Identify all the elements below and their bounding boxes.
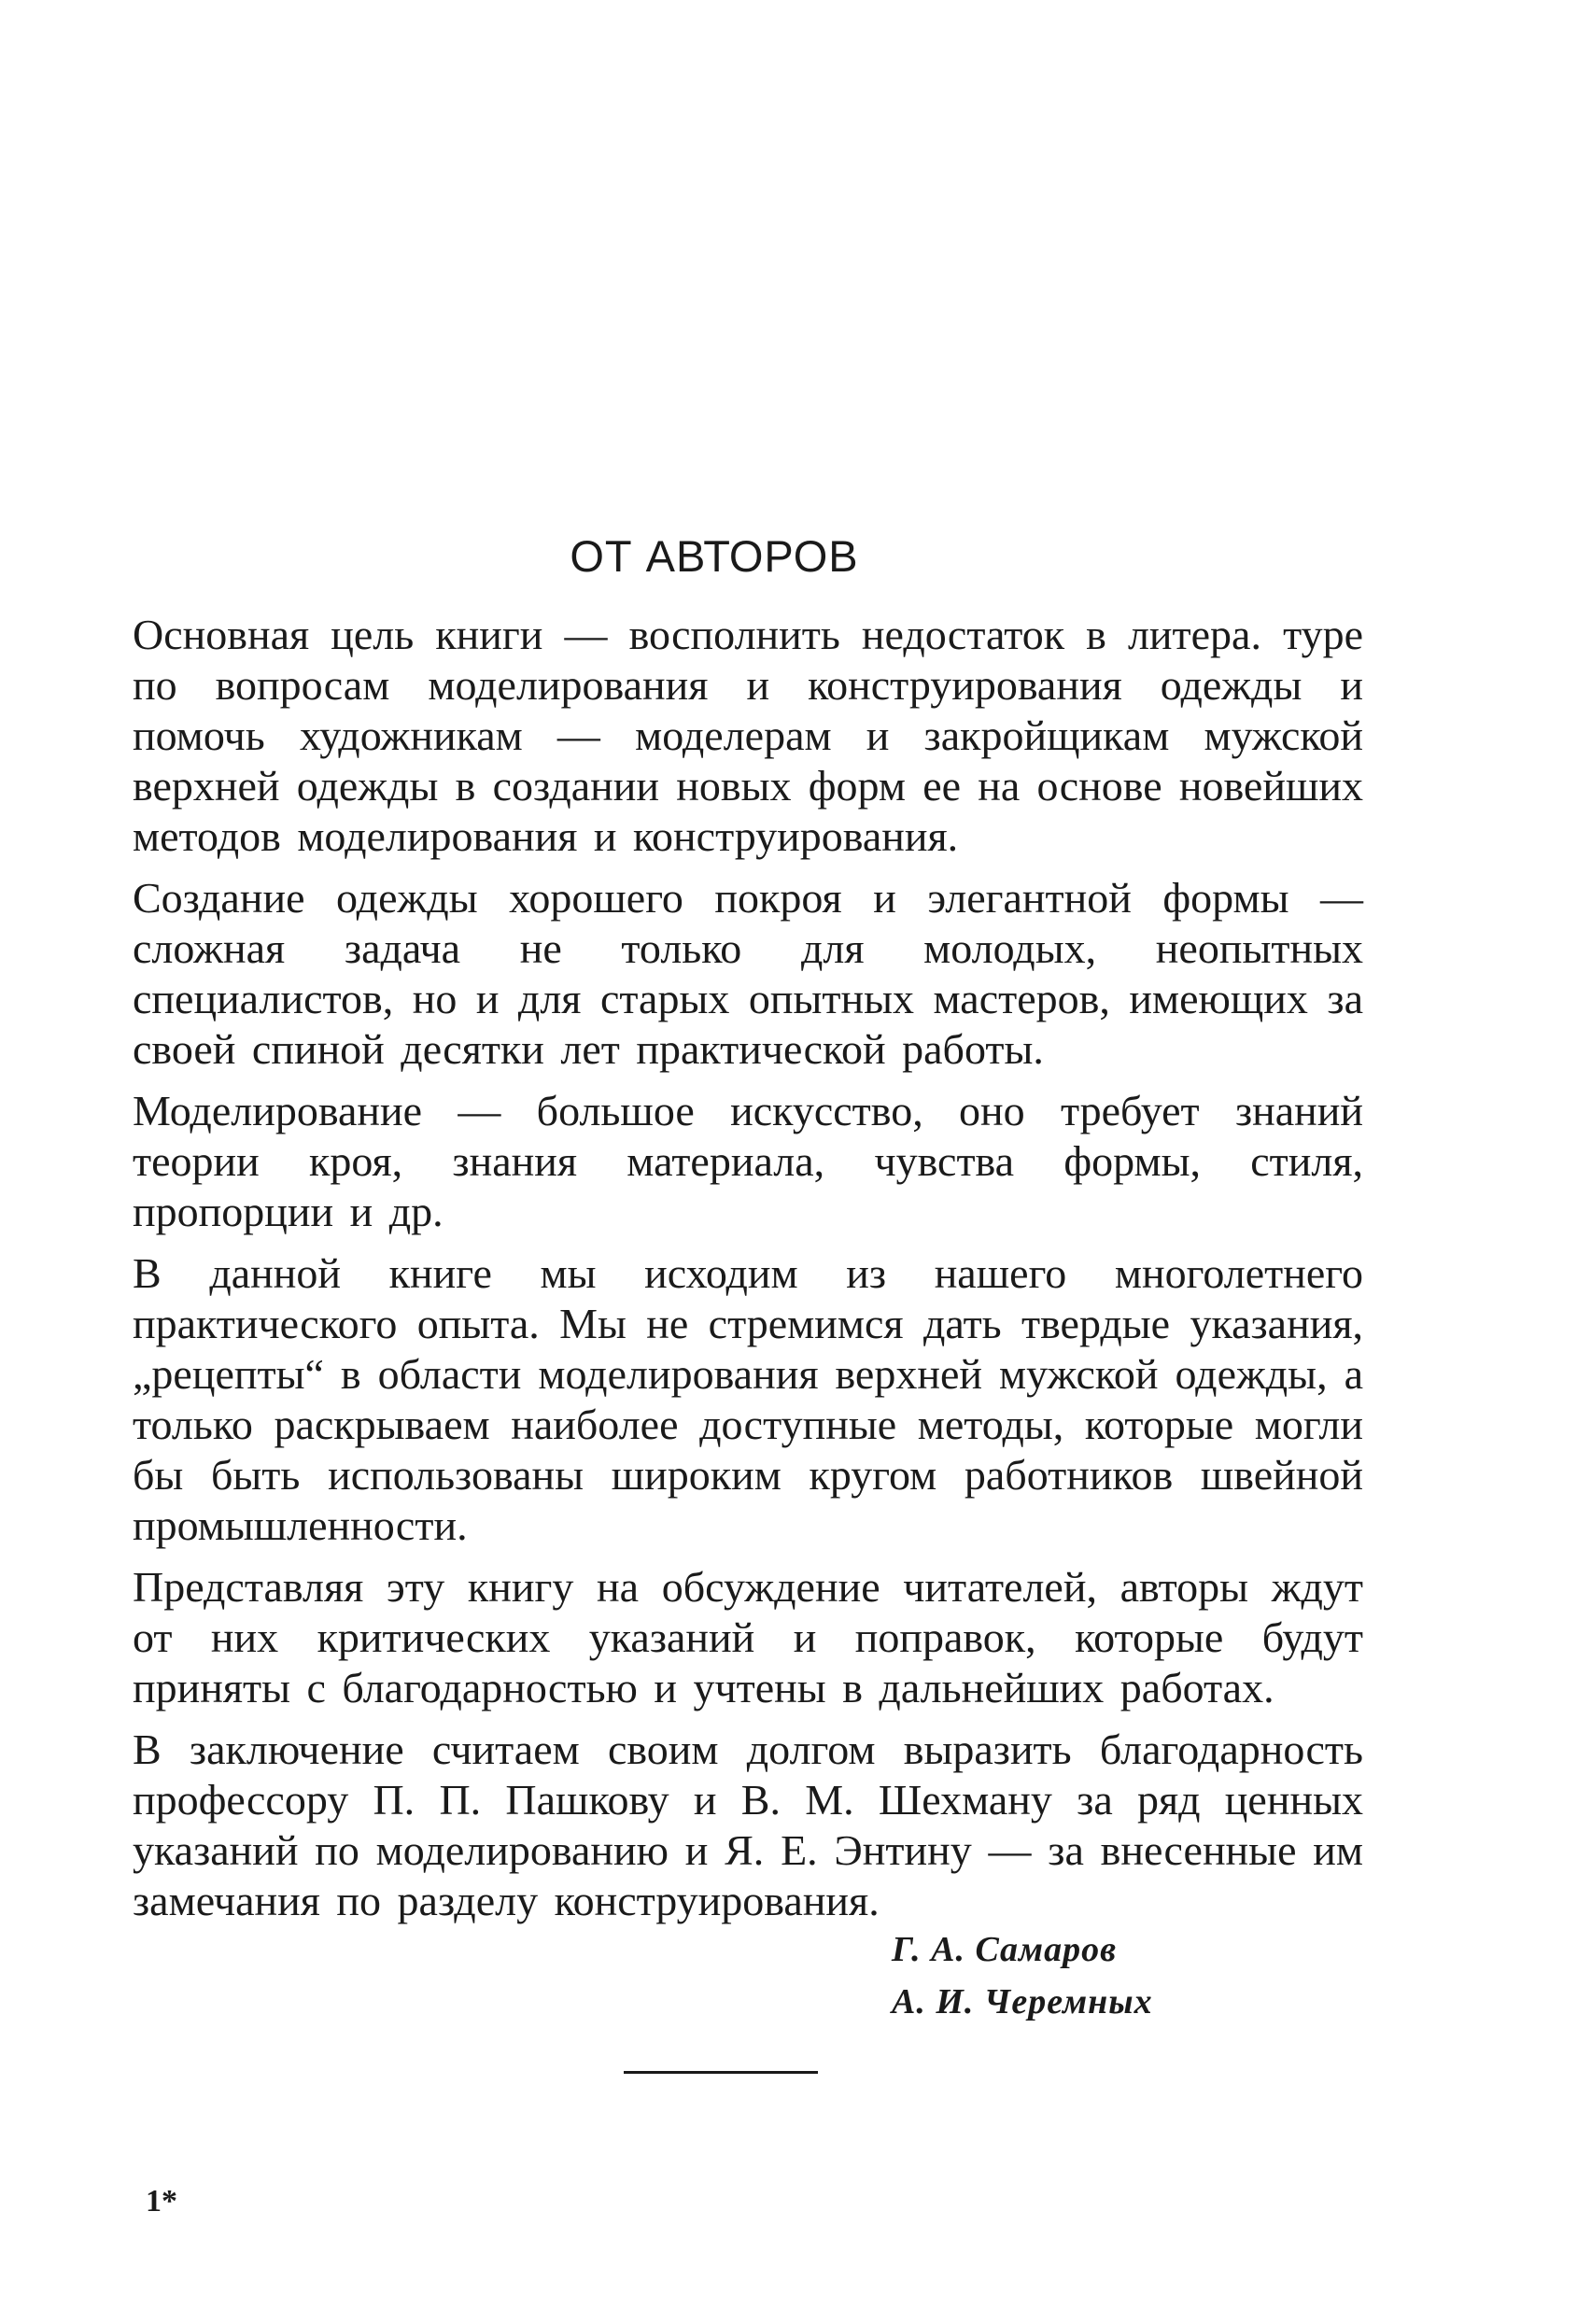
author-signatures [892,1923,1284,2028]
paragraph-3: Моделирование — большое искусство, оно требует знаний теории кроя, знания материала, чувства формы, стиля, пропорции и др. [133,1087,1363,1235]
paragraph-2: Создание одежды хорошего покроя и элегантной формы — сложная задача не только для молодых, неопытных специалистов, но и для старых опытных мастеров, имеющих за своей спиной десятки лет практической работы. [133,874,1363,1073]
author-name-2: А. И. Черемных [892,1982,1153,2021]
author-name-1: Г. А. Самаров [892,1930,1118,1969]
paragraph-1: Основная цель книги — восполнить недостаток в литера. туре по вопросам моделирования и конструирования одежды и помочь художникам — моделерам и закройщикам мужской верхней одежды в создании новых форм ее на основе новейших методов моделирования и конструирования. [133,611,1363,860]
preface-text [133,610,1363,1937]
paragraph-5: Представляя эту книгу на обсуждение читателей, авторы ждут от них критических указаний и поправок, которые будут приняты с благодарностью и учтены в дальнейших работах. [133,1563,1363,1711]
paragraph-4: В данной книге мы исходим из нашего многолетнего практического опыта. Мы не стремимся дать твердые указания, „рецепты“ в области моделирования верхней мужской одежды, а только раскрываем наиболее доступные методы, которые могли бы быть использованы широким кругом работников швейной промышленности. [133,1249,1363,1549]
page-number: 1* [146,2184,177,2218]
paragraph-6: В заключение считаем своим долгом выразить благодарность профессору П. П. Пашкову и В. М. Шехману за ряд ценных указаний по моделированию и Я. Е. Энтину — за внесенные им замечания по разделу конструирования. [133,1725,1363,1924]
closing-divider [624,2071,818,2074]
page-title: ОТ АВТОРОВ [570,531,859,581]
